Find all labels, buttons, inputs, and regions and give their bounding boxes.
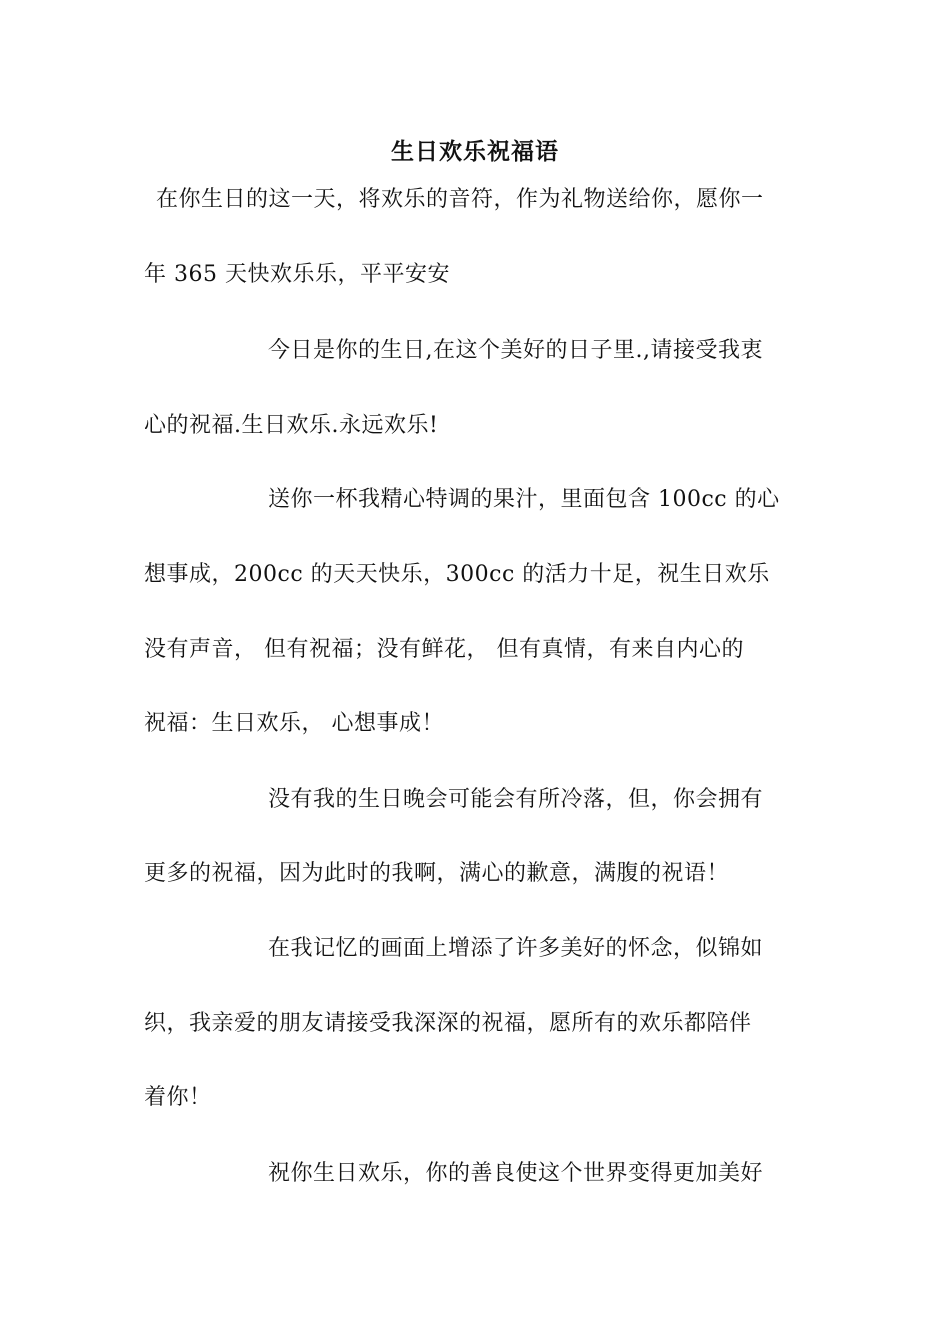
paragraph-line: 更多的祝福，因为此时的我啊，满心的歉意，满腹的祝语！	[144, 861, 730, 886]
document-title: 生日欢乐祝福语	[391, 138, 559, 165]
paragraph-line: 祝你生日欢乐，你的善良使这个世界变得更加美好	[268, 1161, 764, 1186]
paragraph-line: 没有我的生日晚会可能会有所冷落，但，你会拥有	[268, 787, 764, 812]
paragraph-line: 祝福：生日欢乐， 心想事成！	[144, 711, 444, 736]
paragraph-line: 着你！	[144, 1085, 212, 1110]
paragraph-line: 心的祝福.生日欢乐.永远欢乐!	[144, 413, 439, 438]
paragraph-line: 在我记忆的画面上增添了许多美好的怀念，似锦如	[268, 936, 764, 961]
paragraph-line: 没有声音， 但有祝福；没有鲜花， 但有真情，有来自内心的	[144, 637, 744, 662]
paragraph-line: 在你生日的这一天，将欢乐的音符，作为礼物送给你，愿你一	[156, 187, 764, 212]
paragraph-line: 想事成，200cc 的天天快乐，300cc 的活力十足，祝生日欢乐	[144, 562, 770, 587]
paragraph-line: 织，我亲爱的朋友请接受我深深的祝福，愿所有的欢乐都陪伴	[144, 1011, 752, 1036]
paragraph-line: 年 365 天快欢乐乐，平平安安	[144, 262, 450, 287]
paragraph-line: 今日是你的生日,在这个美好的日子里.,请接受我衷	[268, 338, 763, 363]
paragraph-line: 送你一杯我精心特调的果汁，里面包含 100cc 的心	[268, 487, 780, 512]
